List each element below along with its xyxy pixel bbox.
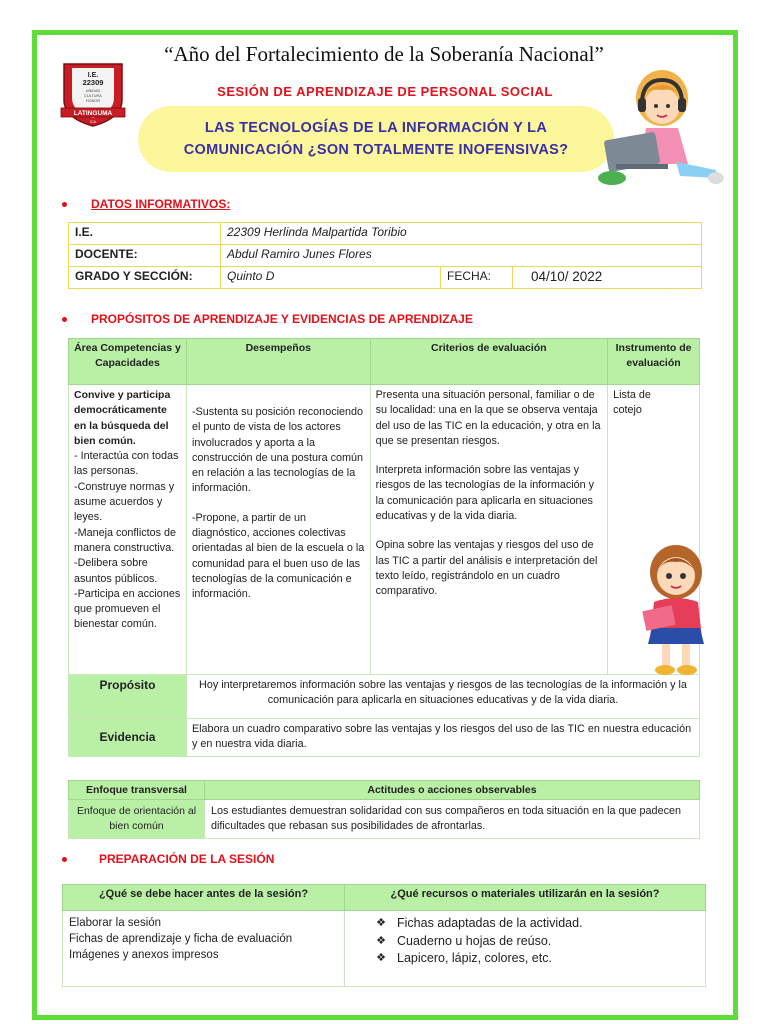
section-preparacion-heading bbox=[62, 852, 274, 866]
crest-text-2: CULTURA bbox=[84, 94, 102, 98]
recurso-item bbox=[375, 933, 699, 949]
crest-footer-text: ICA bbox=[90, 120, 96, 124]
preparacion-heading-text: PREPARACIÓN DE LA SESIÓN bbox=[99, 852, 275, 866]
proposito-label: Propósito bbox=[69, 675, 187, 719]
competencias-cell bbox=[69, 385, 187, 675]
recurso-text: Lapicero, lápiz, colores, etc. bbox=[397, 951, 552, 965]
school-crest-logo bbox=[58, 60, 128, 128]
competencia-title: Convive y participa democráticamente en la búsqueda del bien común. bbox=[74, 389, 171, 447]
session-title bbox=[156, 117, 596, 161]
docente-value: Abdul Ramiro Junes Flores bbox=[221, 245, 702, 267]
propositos-heading-text: PROPÓSITOS DE APRENDIZAJE Y EVIDENCIAS DE APRENDIZAJE bbox=[91, 312, 473, 326]
session-subtitle: SESIÓN DE APRENDIZAJE DE PERSONAL SOCIAL bbox=[217, 84, 553, 99]
datos-heading-text: DATOS INFORMATIVOS: bbox=[91, 197, 231, 211]
capacidad-item: -Delibera sobre asuntos públicos. bbox=[74, 557, 158, 585]
header-enfoque: Enfoque transversal bbox=[69, 781, 205, 800]
table-header-row bbox=[69, 781, 700, 800]
diamond-bullet-icon: ❖ bbox=[376, 917, 386, 929]
fecha-label: FECHA: bbox=[441, 267, 513, 289]
ie-value: 22309 Herlinda Malpartida Toribio bbox=[221, 223, 702, 245]
bullet-dot bbox=[62, 202, 67, 207]
diamond-bullet-icon: ❖ bbox=[376, 934, 386, 947]
recurso-text: Cuaderno u hojas de reúso. bbox=[397, 933, 552, 948]
year-motto: “Año del Fortalecimiento de la Soberanía Nacional” bbox=[164, 42, 604, 66]
girl-with-laptop-illustration bbox=[596, 66, 726, 191]
header-criterios: Criterios de evaluación bbox=[370, 339, 607, 385]
capacidad-item: - Interactúa con todas las personas. bbox=[74, 450, 179, 478]
header-area: Área Competencias y Capacidades bbox=[69, 339, 187, 385]
table-row bbox=[63, 911, 706, 987]
capacidad-item: -Participa en acciones que promueven el bienestar común. bbox=[74, 587, 181, 631]
header-recursos: ¿Qué recursos o materiales utilizarán en la sesión? bbox=[345, 885, 706, 911]
proposito-text: Hoy interpretaremos información sobre las ventajas y riesgos de las tecnologías de la información y la comunicación para aplicarla en situaciones educativas y de la vida diaria. bbox=[186, 675, 699, 719]
antes-cell bbox=[63, 911, 345, 987]
capacidad-item: -Construye normas y asume acuerdos y leyes. bbox=[74, 480, 175, 524]
grado-value: Quinto D bbox=[221, 267, 441, 289]
criterio-item: Presenta una situación personal, familiar o de su localidad: una en la que se observa ventaja del uso de las TIC en la educación, y otra en la que se presentan riesgos. bbox=[375, 389, 601, 447]
session-title-line1: LAS TECNOLOGÍAS DE LA INFORMACIÓN Y LA bbox=[204, 120, 548, 136]
enfoque-text: Los estudiantes demuestran solidaridad con sus compañeros en toda situación en la que padecen dificultades que rebasan sus posibilidades de afrontarlas. bbox=[205, 800, 700, 839]
table-row bbox=[69, 385, 700, 675]
evidencia-label: Evidencia bbox=[69, 719, 187, 757]
enfoque-name: Enfoque de orientación al bien común bbox=[69, 800, 205, 839]
recurso-item bbox=[375, 950, 699, 966]
preparacion-table bbox=[62, 884, 706, 987]
antes-item: Imágenes y anexos impresos bbox=[69, 949, 219, 961]
desempeno-item: -Sustenta su posición reconociendo el punto de vista de los actores involucrados y aporta a la construcción de una postura común en relación a las tecnologías de la información. bbox=[191, 406, 364, 495]
criterio-item: Opina sobre las ventajas y riesgos del uso de las TIC a partir del análisis e interpretación del texto leído, registrándolo en un cuadro comparativo. bbox=[375, 539, 598, 598]
header-instrumento: Instrumento de evaluación bbox=[608, 339, 700, 385]
criterio-item: Interpreta información sobre las ventajas y riesgos de las tecnologías de la información y la comunicación para aplicarla en situaciones educativas y de la vida diaria. bbox=[375, 464, 595, 523]
table-header-row bbox=[69, 339, 700, 385]
desempeno-item: -Propone, a partir de un diagnóstico, acciones colectivas orientadas al bien de la escuela o la comunidad para el buen uso de las tecnologías de la comunicación e información. bbox=[191, 511, 365, 601]
ie-label: I.E. bbox=[69, 223, 221, 245]
section-datos-heading bbox=[62, 197, 230, 211]
datos-informativos-table bbox=[68, 222, 702, 289]
crest-banner-text: LATINGUMA bbox=[73, 110, 113, 117]
capacidad-item: -Maneja conflictos de manera constructiva. bbox=[74, 526, 177, 554]
header-actitudes: Actitudes o acciones observables bbox=[205, 781, 700, 800]
header-desempenos: Desempeños bbox=[186, 339, 370, 385]
fecha-value: 04/10/ 2022 bbox=[513, 267, 702, 289]
crest-text-1: UNIDAD bbox=[85, 89, 101, 93]
section-propositos-heading bbox=[62, 312, 473, 326]
grado-label: GRADO Y SECCIÓN: bbox=[69, 267, 221, 289]
crest-text-3: HONOR bbox=[85, 99, 101, 103]
crest-text-ie: I.E. bbox=[87, 72, 99, 79]
desempenos-cell bbox=[186, 385, 370, 675]
crest-text-number: 22309 bbox=[82, 78, 104, 87]
antes-item: Fichas de aprendizaje y ficha de evaluación bbox=[69, 933, 293, 945]
session-title-line2: COMUNICACIÓN ¿SON TOTALMENTE INOFENSIVAS? bbox=[183, 142, 569, 158]
bullet-dot bbox=[62, 857, 67, 862]
table-row bbox=[69, 800, 700, 839]
criterios-cell bbox=[370, 385, 607, 675]
table-row bbox=[69, 267, 702, 289]
diamond-bullet-icon: ❖ bbox=[376, 952, 386, 964]
session-title-box bbox=[138, 106, 614, 172]
recurso-item bbox=[375, 915, 699, 931]
table-row bbox=[69, 675, 700, 719]
enfoque-transversal-table bbox=[68, 780, 700, 839]
recursos-cell bbox=[345, 911, 706, 987]
evidencia-text: Elabora un cuadro comparativo sobre las ventajas y los riesgos del uso de las TIC en nuestra educación y en nuestra vida diaria. bbox=[186, 719, 699, 757]
instrumento-text: Lista de cotejo bbox=[613, 389, 651, 417]
propositos-table bbox=[68, 338, 700, 757]
table-row bbox=[69, 223, 702, 245]
docente-label: DOCENTE: bbox=[69, 245, 221, 267]
antes-item: Elaborar la sesión bbox=[69, 917, 162, 929]
bullet-dot bbox=[62, 317, 67, 322]
table-row bbox=[69, 245, 702, 267]
recurso-text: Fichas adaptadas de la actividad. bbox=[397, 916, 583, 930]
table-row bbox=[69, 719, 700, 757]
header-antes: ¿Qué se debe hacer antes de la sesión? bbox=[63, 885, 345, 911]
table-header-row bbox=[63, 885, 706, 911]
girl-reading-book-illustration bbox=[640, 542, 712, 678]
